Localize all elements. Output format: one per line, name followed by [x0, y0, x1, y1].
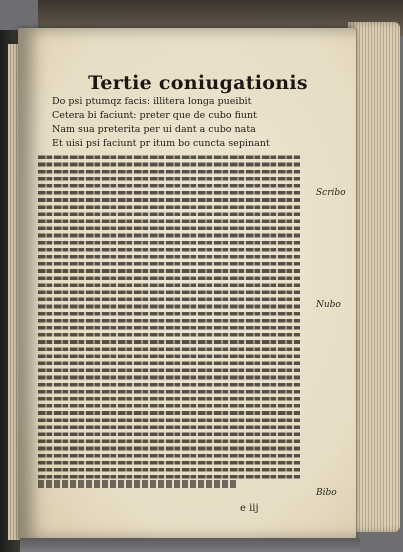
- signature-mark: e iij: [240, 503, 259, 514]
- verse-line: Cetera bi faciunt: preter que de cubo fiunt: [52, 110, 257, 121]
- margin-note: Bibo: [316, 488, 337, 498]
- commentary-last-line: [38, 480, 238, 488]
- verse-line: Nam sua preterita per ui dant a cubo nata: [52, 124, 256, 135]
- page-heading: Tertie coniugationis: [88, 72, 308, 94]
- margin-note: Scribo: [316, 188, 346, 198]
- verse-line: Et uisi psi faciunt pr itum bo cuncta sepinant: [52, 138, 270, 149]
- verse-line: Do psi ptumqz facis: illitera longa pueibit: [52, 96, 252, 107]
- book-bottom-edge: [20, 538, 360, 552]
- commentary-text-block: [38, 154, 300, 480]
- margin-note: Nubo: [316, 300, 341, 310]
